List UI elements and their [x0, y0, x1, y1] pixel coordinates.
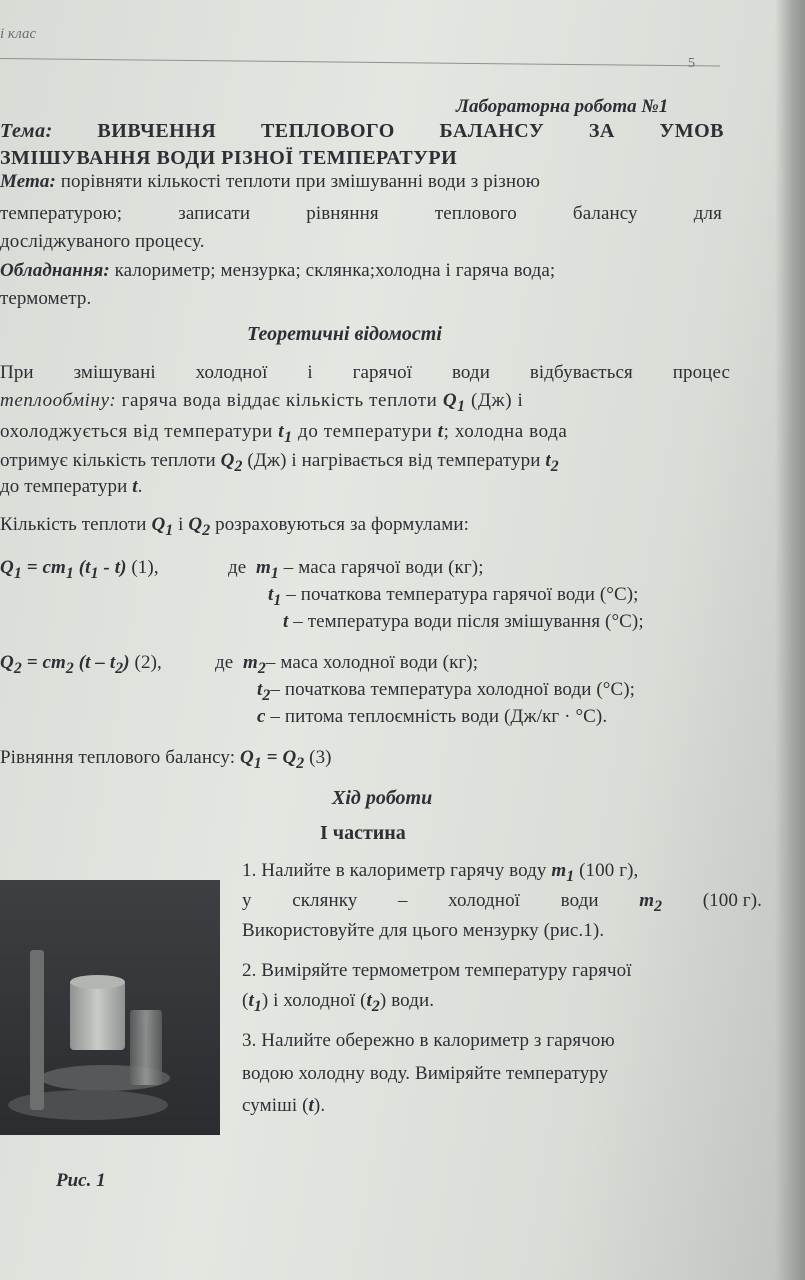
symbol: Q: [0, 652, 14, 673]
text: = cm: [21, 652, 66, 673]
symbol-t1: [248, 990, 262, 1015]
theory-line-4: [0, 450, 559, 476]
balance-equation: [0, 747, 332, 773]
theory-word: процес: [672, 362, 730, 383]
theory-heading: Теоретичні відомості: [247, 323, 442, 345]
photo-measuring-cylinder: [130, 1010, 162, 1085]
formula-intro: [0, 514, 469, 540]
symbol-m1: [256, 557, 279, 582]
symbol-m2: [639, 890, 662, 916]
text: – питома теплоємність води (Дж/кг · °С).: [270, 706, 608, 727]
text: (100 г),: [574, 860, 639, 881]
subscript: 1: [273, 591, 282, 609]
goal-word: для: [693, 203, 722, 224]
theory-word: При: [0, 362, 34, 383]
theory-word: води: [451, 362, 490, 383]
subscript: 1: [284, 428, 293, 446]
step-1-line-3: Використовуйте для цього мензурку (рис.1).: [242, 920, 605, 941]
text: розраховуються за формулами:: [215, 514, 470, 535]
figure-caption: Рис. 1: [56, 1170, 106, 1191]
text: (: [242, 990, 249, 1011]
goal-word: записати: [178, 203, 251, 224]
subscript: 1: [90, 564, 99, 582]
formula-2-expression: [0, 652, 130, 677]
text: Кількість теплоти: [0, 514, 147, 535]
step-word: склянку: [292, 890, 358, 911]
symbol: t: [278, 421, 285, 442]
text: суміші (: [242, 1095, 309, 1116]
text: (Дж) і нагрівається від температури: [247, 450, 541, 471]
goal-text: порівняти кількості теплоти при змішуванні води з різною: [60, 171, 540, 192]
equipment-text: калориметр; мензурка; склянка;холодна і гаряча вода;: [114, 260, 556, 281]
symbol-q2: [188, 514, 211, 539]
symbol: m: [243, 652, 258, 673]
symbol-t: t: [283, 611, 289, 632]
step-3-line-1: 3. Налийте обережно в калориметр з гарячою: [242, 1030, 615, 1051]
symbol: t: [248, 990, 254, 1011]
formula-number: (3): [304, 747, 332, 768]
text: до температури: [298, 421, 433, 442]
symbol-t2: [257, 679, 271, 704]
equipment-line-2: термометр.: [0, 288, 92, 309]
goal-line-1: [0, 171, 540, 193]
text: (Дж) і: [471, 390, 524, 411]
subscript: 2: [115, 659, 124, 677]
formula-2-legend-m2: [215, 652, 478, 678]
step-3-line-2: водою холодну воду. Виміряйте температуру: [242, 1063, 609, 1084]
text: – маса холодної води (кг);: [265, 652, 479, 673]
text: (t: [73, 557, 91, 578]
text: – маса гарячої води (кг);: [283, 557, 484, 578]
text: = cm: [21, 557, 66, 578]
theory-word: холодної: [195, 362, 268, 383]
step-word: –: [397, 890, 408, 911]
equipment-label: Обладнання:: [0, 260, 110, 281]
page-number: 5: [688, 56, 695, 71]
text: (t – t: [73, 652, 116, 673]
text: Рівняння теплового балансу:: [0, 747, 236, 768]
balance-expression: [239, 747, 305, 772]
text: .: [137, 476, 143, 497]
topic-line-1: [0, 120, 724, 143]
symbol-c: c: [257, 706, 266, 727]
subscript: 1: [253, 997, 262, 1015]
formula-number: (2),: [129, 652, 162, 673]
header-rule: [0, 58, 720, 67]
theory-word: гарячої: [352, 362, 413, 383]
step-1-line-2: [242, 890, 762, 916]
theory-line-5: [0, 476, 142, 498]
symbol: Q: [188, 514, 203, 535]
topic-word: УМОВ: [659, 120, 724, 142]
symbol: t: [366, 990, 372, 1011]
figure-1-photo: [0, 880, 220, 1135]
text: де: [228, 557, 247, 578]
subscript: 2: [296, 754, 305, 772]
text: – початкова температура холодної води (°С);: [270, 679, 636, 700]
subscript: 2: [550, 457, 559, 475]
goal-word: температурою;: [0, 203, 123, 224]
symbol: m: [551, 860, 567, 881]
symbol-q2: [220, 450, 243, 475]
symbol-t2: [366, 990, 380, 1015]
symbol: Q: [0, 557, 14, 578]
goal-line-3: досліджуваного процесу.: [0, 231, 205, 252]
text: ) води.: [379, 990, 435, 1011]
subscript: 2: [371, 997, 380, 1015]
page-edge-shadow: [775, 0, 805, 1280]
topic-label: Тема:: [0, 120, 53, 142]
text: гаряча вода віддає кількість теплоти: [121, 390, 438, 411]
symbol: Q: [151, 514, 166, 535]
topic-line-2: ЗМІШУВАННЯ ВОДИ РІЗНОЇ ТЕМПЕРАТУРИ: [0, 147, 458, 169]
subscript: 2: [234, 457, 243, 475]
subscript: 2: [654, 897, 663, 915]
theory-word: змішувані: [73, 362, 156, 383]
symbol: t: [268, 584, 274, 605]
text: (100 г).: [702, 890, 762, 911]
symbol: m: [639, 890, 655, 911]
subscript: 1: [165, 521, 174, 539]
step-word: у: [242, 890, 252, 911]
symbol: Q: [282, 747, 297, 768]
text: отримує кількість теплоти: [0, 450, 216, 471]
photo-stand: [30, 950, 44, 1110]
text: - t): [98, 557, 127, 578]
goal-word: балансу: [572, 203, 638, 224]
goal-label: Мета:: [0, 171, 56, 192]
symbol-t: t: [308, 1095, 314, 1116]
equipment-line-1: [0, 260, 555, 282]
topic-word: ЗА: [588, 120, 615, 142]
text: 1. Налийте в калориметр гарячу воду: [242, 860, 547, 881]
part-heading: І частина: [320, 822, 406, 844]
text: ) і холодної (: [261, 990, 367, 1011]
subscript: 2: [257, 659, 266, 677]
subscript: 2: [13, 659, 22, 677]
formula-2-legend-t2: [257, 679, 635, 705]
step-2-line-1: 2. Виміряйте термометром температуру гарячої: [242, 960, 632, 981]
symbol-t1: [268, 584, 282, 609]
text: де: [215, 652, 234, 673]
text: =: [261, 747, 283, 768]
formula-1: [0, 557, 159, 583]
formula-2: [0, 652, 162, 678]
subscript: 2: [65, 659, 74, 677]
symbol-t: t: [437, 421, 444, 442]
step-2-line-2: [242, 990, 434, 1016]
subscript: 1: [270, 564, 279, 582]
text: ).: [313, 1095, 326, 1116]
text: до температури: [0, 476, 128, 497]
symbol-t: t: [132, 476, 138, 497]
text: охолоджується від температури: [0, 421, 273, 442]
text: ): [123, 652, 130, 673]
step-1-line-1: [242, 860, 638, 886]
text: і: [178, 514, 184, 535]
symbol-t2: [545, 450, 559, 475]
symbol-q1: [442, 390, 466, 415]
step-word: холодної: [448, 890, 521, 911]
text: ; холодна вода: [443, 421, 568, 442]
procedure-heading: Хід роботи: [332, 787, 433, 809]
symbol: Q: [442, 390, 458, 411]
symbol: t: [257, 679, 263, 700]
topic-word: ВИВЧЕННЯ: [97, 120, 217, 142]
formula-number: (1),: [126, 557, 159, 578]
theory-word: і: [307, 362, 313, 383]
symbol: Q: [220, 450, 235, 471]
symbol-m1: [551, 860, 575, 885]
symbol-t1: [278, 421, 293, 446]
step-3-line-3: [242, 1095, 325, 1117]
formula-1-legend-m1: [228, 557, 484, 583]
subscript: 1: [566, 867, 575, 885]
running-header: і клас: [0, 26, 37, 42]
goal-word: рівняння: [306, 203, 379, 224]
term-heat-exchange: теплообміну:: [0, 390, 117, 411]
theory-line-2: [0, 390, 523, 416]
subscript: 1: [457, 397, 466, 415]
formula-1-legend-t: [283, 611, 644, 633]
subscript: 1: [253, 754, 262, 772]
theory-line-1: [0, 362, 730, 384]
photo-calorimeter-rim: [70, 975, 125, 989]
text: – температура води після змішування (°С);: [293, 611, 644, 632]
goal-line-2: [0, 203, 722, 225]
theory-line-3: [0, 421, 567, 447]
subscript: 1: [13, 564, 22, 582]
theory-word: відбувається: [529, 362, 633, 383]
symbol: m: [256, 557, 271, 578]
subscript: 1: [65, 564, 74, 582]
text: – початкова температура гарячої води (°С);: [286, 584, 639, 605]
goal-word: теплового: [434, 203, 517, 224]
formula-1-legend-t1: [268, 584, 639, 610]
topic-word: БАЛАНСУ: [439, 120, 545, 142]
symbol: t: [545, 450, 551, 471]
subscript: 2: [262, 686, 271, 704]
formula-1-expression: [0, 557, 127, 582]
formula-2-legend-c: [257, 706, 607, 728]
lab-title: Лабораторна робота №1: [456, 96, 669, 117]
symbol-q1: [151, 514, 174, 539]
step-word: води: [560, 890, 599, 911]
subscript: 2: [202, 521, 211, 539]
topic-word: ТЕПЛОВОГО: [260, 120, 395, 142]
symbol: Q: [239, 747, 254, 768]
symbol-m2: [243, 652, 266, 677]
photo-calorimeter: [70, 980, 125, 1050]
